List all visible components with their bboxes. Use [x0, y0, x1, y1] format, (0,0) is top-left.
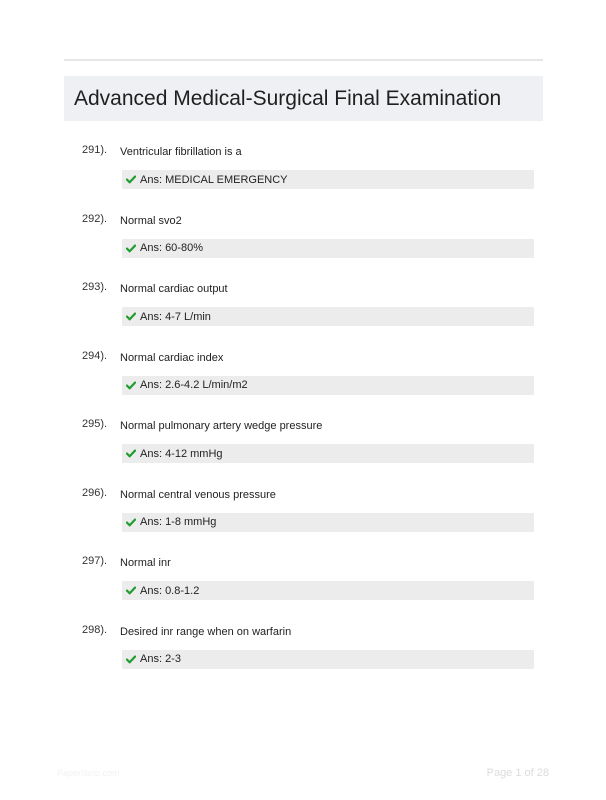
check-icon: [126, 518, 136, 527]
qa-item: [64, 412, 543, 481]
answer-text: Ans: 4-7 L/min: [140, 310, 211, 323]
answer-box: [122, 170, 534, 189]
check-icon: [126, 449, 136, 458]
question-text: Normal inr: [120, 557, 171, 569]
qa-item: [64, 549, 543, 618]
question-text: Normal central venous pressure: [120, 488, 276, 501]
question-number: 292).: [82, 212, 108, 225]
answer-text: Ans: 2.6-4.2 L/min/m2: [140, 379, 248, 391]
answer-box: [122, 444, 534, 463]
check-icon: [126, 244, 136, 253]
qa-list: [64, 138, 543, 686]
question-number: 296).: [82, 486, 108, 499]
question-number: 297).: [82, 555, 108, 567]
question-text: Normal svo2: [120, 214, 182, 227]
question-number: 294).: [82, 349, 108, 362]
answer-box: [122, 239, 534, 258]
question-number: 295).: [82, 418, 108, 430]
qa-item: [64, 618, 543, 687]
check-icon: [126, 175, 136, 184]
question-text: Normal cardiac index: [120, 351, 224, 364]
footer-watermark: Paperlibrio.com: [57, 768, 120, 778]
page-title: Advanced Medical-Surgical Final Examination: [74, 86, 502, 110]
check-icon: [126, 655, 136, 664]
answer-box: [122, 650, 534, 669]
answer-box: [122, 513, 534, 532]
answer-text: Ans: 60-80%: [140, 242, 203, 254]
question-text: Desired inr range when on warfarin: [120, 625, 292, 638]
answer-text: Ans: 4-12 mmHg: [140, 447, 223, 460]
answer-text: Ans: MEDICAL EMERGENCY: [140, 173, 288, 186]
answer-box: [122, 581, 534, 600]
page-indicator: Page 1 of 28: [486, 767, 549, 779]
question-number: 293).: [82, 281, 108, 293]
title-banner: [64, 76, 543, 121]
answer-text: Ans: 2-3: [140, 653, 181, 665]
question-number: 291).: [82, 144, 108, 156]
check-icon: [126, 381, 136, 390]
qa-item: [64, 207, 543, 276]
check-icon: [126, 586, 136, 595]
qa-item: [64, 138, 543, 207]
check-icon: [126, 312, 136, 321]
answer-box: [122, 307, 534, 326]
answer-text: Ans: 1-8 mmHg: [140, 516, 217, 528]
top-divider: [64, 59, 543, 61]
question-text: Normal cardiac output: [120, 283, 228, 295]
answer-text: Ans: 0.8-1.2: [140, 584, 200, 597]
qa-item: [64, 275, 543, 344]
qa-item: [64, 481, 543, 550]
answer-box: [122, 376, 534, 395]
question-number: 298).: [82, 623, 108, 636]
qa-item: [64, 344, 543, 413]
question-text: Normal pulmonary artery wedge pressure: [120, 420, 323, 432]
question-text: Ventricular fibrillation is a: [120, 146, 242, 158]
